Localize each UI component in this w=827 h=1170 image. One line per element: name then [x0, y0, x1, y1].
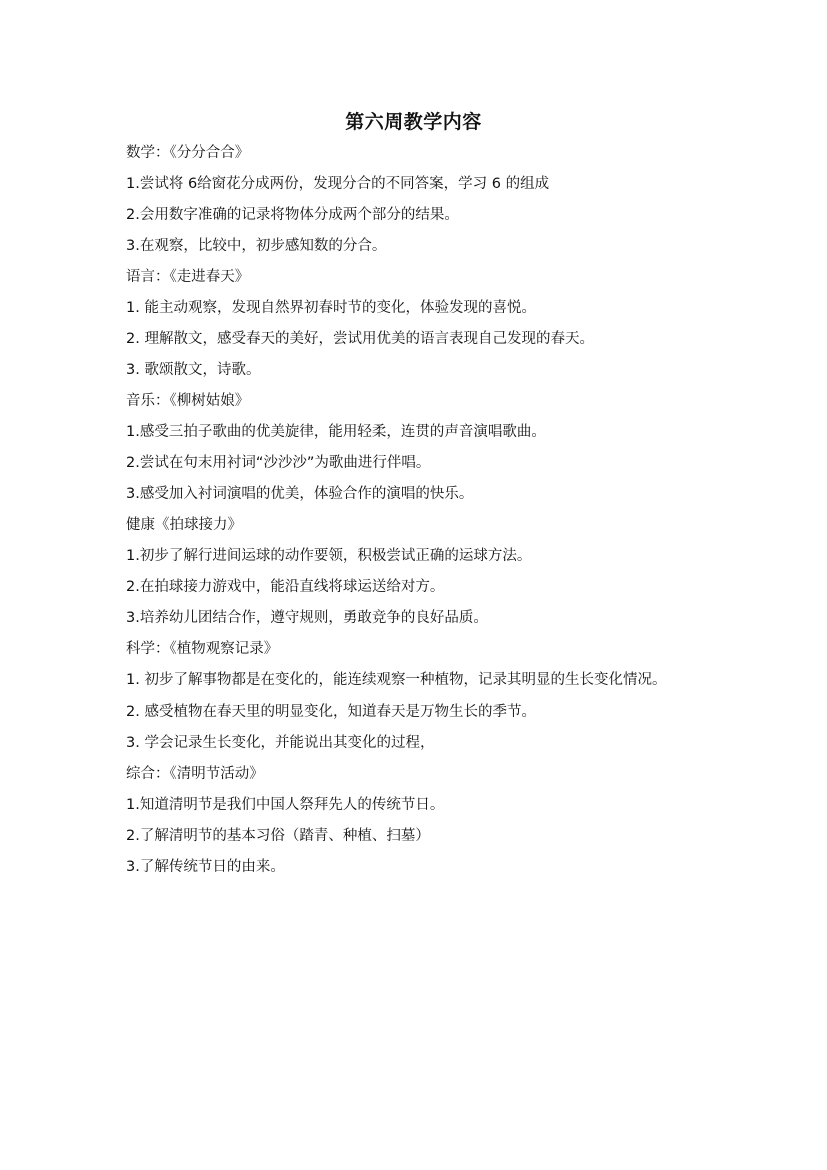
section-science [126, 638, 716, 754]
section-heading: 数学：《分分合合》 [126, 145, 250, 161]
document-body [126, 142, 716, 887]
list-item: 1.尝试将 6给窗花分成两份，发现分合的不同答案，学习 6 的组成 [126, 176, 550, 192]
section-heading: 音乐：《柳树姑娘》 [126, 393, 250, 409]
list-item: 1.初步了解行进间运球的动作要领，积极尝试正确的运球方法。 [126, 548, 532, 564]
section-heading: 综合：《清明节活动》 [126, 766, 264, 782]
list-item: 3. 歌颂散文，诗歌。 [126, 362, 261, 378]
section-heading: 语言：《走进春天》 [126, 269, 250, 285]
list-item: 3.了解传统节日的由来。 [126, 859, 285, 875]
list-item: 1. 能主动观察，发现自然界初春时节的变化，体验发现的喜悦。 [126, 300, 536, 316]
section-comprehensive [126, 763, 716, 878]
list-item: 2.在拍球接力游戏中，能沿直线将球运送给对方。 [126, 579, 445, 595]
page-title: 第六周教学内容 [345, 111, 482, 133]
section-heading: 健康《拍球接力》 [126, 517, 242, 533]
list-item: 2.会用数字准确的记录将物体分成两个部分的结果。 [126, 207, 459, 223]
list-item: 2. 感受植物在春天里的明显变化，知道春天是万物生长的季节。 [126, 704, 536, 720]
section-music [126, 390, 716, 505]
list-item: 2.尝试在句末用衬词“沙沙沙”为歌曲进行伴唱。 [126, 455, 431, 471]
list-item: 2. 理解散文，感受春天的美好，尝试用优美的语言表现自己发现的春天。 [126, 331, 594, 347]
list-item: 3.培养幼儿团结合作，遵守规则，勇敢竞争的良好品质。 [126, 610, 488, 626]
list-item: 2.了解清明节的基本习俗（踏青、种植、扫墓） [126, 828, 430, 844]
section-math [126, 142, 716, 257]
list-item: 3.感受加入衬词演唱的优美，体验合作的演唱的快乐。 [126, 486, 474, 502]
list-item: 3.在观察，比较中，初步感知数的分合。 [126, 238, 387, 254]
section-language [126, 266, 716, 381]
section-health [126, 514, 716, 629]
list-item: 1.知道清明节是我们中国人祭拜先人的传统节日。 [126, 797, 445, 813]
list-item: 1.感受三拍子歌曲的优美旋律，能用轻柔，连贯的声音演唱歌曲。 [126, 424, 546, 440]
section-heading: 科学：《植物观察记录》 [126, 641, 279, 657]
list-item: 3. 学会记录生长变化，并能说出其变化的过程， [126, 735, 435, 751]
list-item: 1. 初步了解事物都是在变化的，能连续观察一种植物，记录其明显的生长变化情况。 [126, 672, 667, 688]
